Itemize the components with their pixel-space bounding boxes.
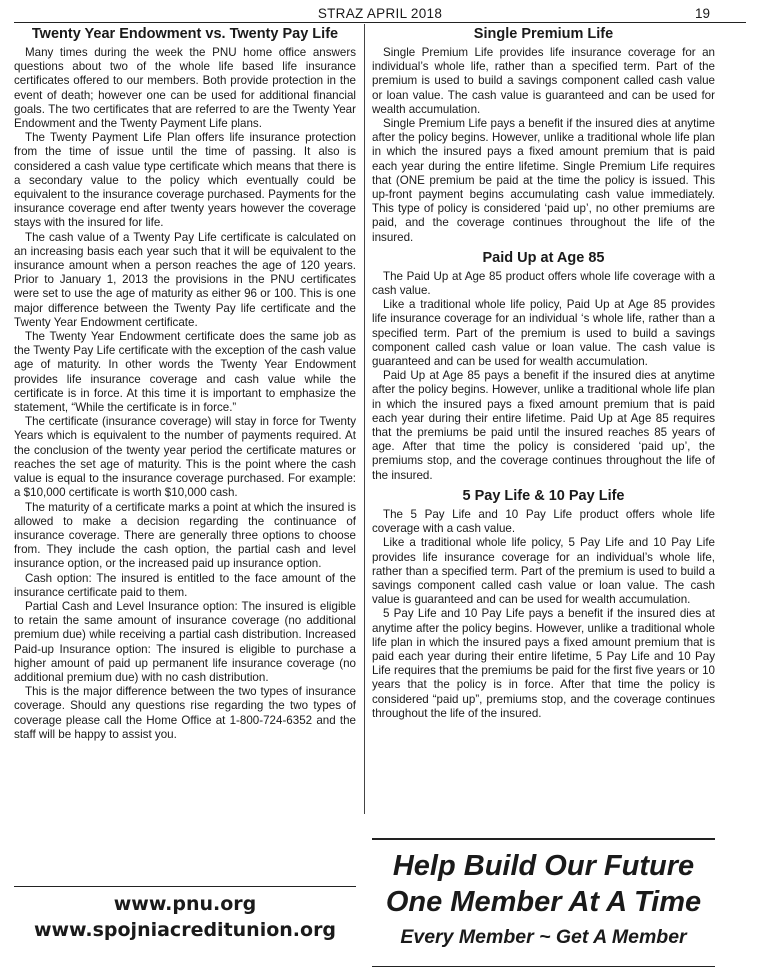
- promo-headline-line-2: One Member At A Time: [385, 886, 702, 918]
- article-paragraph: The maturity of a certificate marks a point at which the insured is allowed to make a decision regarding the continuance of insurance coverage. There are generally three options to choose from. They include the cash option, the partial cash and level insurance option, or the increased paid up insurance option.: [14, 500, 356, 571]
- section-5-10-pay-life: [372, 488, 715, 721]
- article-paragraph: The Twenty Payment Life Plan offers life insurance protection from the time of issue until the time of passing. It also is considered a cash value type certificate which means that there is a secondary value to the policy which eventually could be equivalent to the insurance coverage purchased. Payments for the insurance coverage end after twenty years however the coverage stays with the insured for life.: [14, 131, 356, 230]
- section-paragraph: The 5 Pay Life and 10 Pay Life product offers whole life coverage with a cash value.: [372, 507, 715, 536]
- pnu-website-link[interactable]: www.pnu.org: [113, 893, 257, 915]
- article-paragraph: Partial Cash and Level Insurance option: The insured is eligible to retain the same amount of insurance coverage (no additional premium due) while receiving a partial cash distribution. Increased Paid-up Insurance option: The insured is eligible to purchase a higher amount of paid up permanent life insurance coverage (no additional premium due) with no cash distribution.: [14, 599, 356, 684]
- section-paragraph: The Paid Up at Age 85 product offers whole life coverage with a cash value.: [372, 269, 715, 298]
- section-paragraph: Paid Up at Age 85 pays a benefit if the insured dies at anytime after the policy begins. However, unlike a traditional whole life plan in which the insured pays a fixed amount premium that is paid each year during their entire lifetime. Paid Up at Age 85 requires that the premiums be paid until the insured reaches 85 years of age. After that time the policy is considered ‘paid up’, the premiums stop, and the coverage continues throughout the life of the insured.: [372, 369, 715, 482]
- right-column: [372, 26, 715, 721]
- article-paragraph: This is the major difference between the two types of insurance coverage. Should any questions rise regarding the two types of coverage please call the Home Office at 1-800-724-6352 and the staff will be happy to assist you.: [14, 685, 356, 741]
- section-heading: 5 Pay Life & 10 Pay Life: [462, 487, 625, 504]
- section-heading: Paid Up at Age 85: [482, 249, 605, 266]
- page-number: 19: [694, 6, 710, 21]
- promo-banner: [372, 838, 715, 967]
- left-column: [14, 26, 356, 742]
- article-heading: Twenty Year Endowment vs. Twenty Pay Life: [31, 26, 339, 42]
- article-paragraph: Cash option: The insured is entitled to the face amount of the insurance certificate paid to them.: [14, 571, 356, 599]
- section-paragraph: Single Premium Life pays a benefit if the insured dies at anytime after the policy begins. However, unlike a traditional whole life plan in which the insured pays a fixed amount premium that is paid each year during the entire lifetime. Single Premium Life requires that (ONE premium be paid at the time the policy is issued. This up-front payment begins accumulating cash value immediately. This type of policy is considered ‘paid up’, no other premiums are paid, and the coverage continues throughout the life of the insured.: [372, 117, 715, 244]
- article-paragraph: The cash value of a Twenty Pay Life certificate is calculated on an increasing basis each year such that it will be equivalent to the insurance amount when a person reaches the age of 120 years. Prior to January 1, 2013 the provisions in the PNU certificates were set to use the age of maturity as either 96 or 100. This is one major difference between the Twenty Pay life certificate and the Twenty Year Endowment certificate.: [14, 230, 356, 329]
- article-paragraph: The Twenty Year Endowment certificate does the same job as the Twenty Pay Life certificate with the exception of the cash value age of maturity. In other words the Twenty Year Endowment provides life insurance coverage and cash value while the certificate is in force. At this time it is important to emphasize the statement, “While the certificate is in force.”: [14, 330, 356, 415]
- footer-links: [14, 886, 356, 943]
- article-paragraph: Many times during the week the PNU home office answers questions about two of the whole life based life insurance certificates offered to our members. Both provide protection in the event of death; however one can be used for additional financial goals. The two certificates that are referred to are the Twenty Year Endowment and the Twenty Payment Life plans.: [14, 46, 356, 131]
- section-paragraph: Like a traditional whole life policy, 5 Pay Life and 10 Pay Life provides life insurance coverage for an individual’s whole life, rather than a specified term. Part of the premium is used to build a savings component called cash value or loan value. The cash value is guaranteed and can be used for wealth accumulation.: [372, 536, 715, 607]
- section-paid-up-85: [372, 250, 715, 483]
- section-paragraph: 5 Pay Life and 10 Pay Life pays a benefit if the insured dies at anytime after the policy begins. However, unlike a traditional whole life plan in which the insured pays a fixed amount premium that is paid each year during their entire lifetime, 5 Pay Life and 10 Pay Life requires that the premiums be paid for the first five years or 10 years that the policy is in force. After that time the policy is considered “paid up”, premiums stop, and the coverage continues throughout the life of the insured.: [372, 607, 715, 720]
- article-paragraph: The certificate (insurance coverage) will stay in force for Twenty Years which is equivalent to the number of payments required. At the conclusion of the twenty year period the certificate matures or reaches the set age of maturity. This is the point where the cash value is equal to the insurance coverage purchased. For example: a $10,000 certificate is worth $10,000 cash.: [14, 415, 356, 500]
- column-divider: [364, 24, 365, 814]
- promo-headline-line-1: Help Build Our Future: [392, 850, 695, 882]
- header-rule: [14, 22, 746, 23]
- section-single-premium: [372, 26, 715, 245]
- section-heading: Single Premium Life: [473, 26, 614, 42]
- publication-title: STRAZ APRIL 2018: [317, 6, 443, 21]
- promo-tagline: Every Member ~ Get A Member: [400, 926, 687, 948]
- section-paragraph: Single Premium Life provides life insurance coverage for an individual’s whole life, rather than a specified term. Part of the premium is used to build a savings component called cash value or loan value. The cash value is guaranteed and can be used for wealth accumulation.: [372, 46, 715, 116]
- credit-union-website-link[interactable]: www.spojniacreditunion.org: [33, 919, 337, 941]
- page-header: [14, 5, 746, 23]
- section-paragraph: Like a traditional whole life policy, Paid Up at Age 85 provides life insurance coverage for an individual ‘s whole life, rather than a specified term. Part of the premium is used to build a savings component called cash value or loan value. The cash value is guaranteed and can be used for wealth accumulation.: [372, 298, 715, 369]
